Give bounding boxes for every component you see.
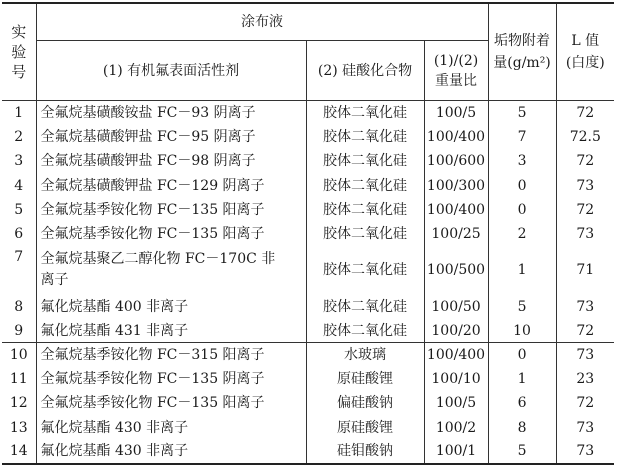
cell-silicate: 胶体二氧化硅 [306, 319, 424, 343]
cell-l-value: 73 [556, 343, 614, 367]
cell-ratio: 100/5 [424, 391, 488, 415]
cell-dirt: 6 [488, 391, 556, 415]
table-row [2, 367, 614, 391]
table-row [2, 101, 614, 125]
cell-dirt: 10 [488, 319, 556, 343]
cell-l-value: 72 [556, 391, 614, 415]
cell-surfactant: 氟化烷基酯 430 非离子 [36, 440, 306, 464]
cell-ratio: 100/400 [424, 125, 488, 149]
cell-l-value: 72 [556, 198, 614, 222]
cell-number: 10 [9, 347, 28, 364]
cell-number: 5 [14, 201, 24, 218]
cell-surfactant: 全氟烷基磺酸钾盐 FC－129 阴离子 [36, 174, 306, 198]
header-weight-ratio: (1)/(2) 重量比 [424, 40, 488, 101]
cell-silicate: 硅钼酸钠 [306, 440, 424, 464]
cell-number: 1 [14, 105, 24, 122]
cell-number: 7 [14, 249, 24, 266]
cell-dirt: 1 [488, 246, 556, 294]
cell-surfactant: 全氟烷基磺酸铵盐 FC－93 阴离子 [36, 101, 306, 125]
cell-ratio: 100/10 [424, 367, 488, 391]
cell-ratio: 100/1 [424, 440, 488, 464]
cell-l-value: 73 [556, 440, 614, 464]
experiment-table [2, 2, 614, 465]
header-l-value: L 值 (白度) [556, 3, 614, 101]
cell-l-value: 72 [556, 319, 614, 343]
table-row [2, 440, 614, 464]
cell-number: 8 [14, 298, 24, 315]
table-row [2, 125, 614, 149]
cell-number: 3 [14, 153, 24, 170]
cell-surfactant: 全氟烷基磺酸钾盐 FC－95 阴离子 [36, 125, 306, 149]
cell-dirt: 5 [488, 440, 556, 464]
cell-dirt: 2 [488, 222, 556, 246]
header-silicate: (2) 硅酸化合物 [306, 40, 424, 101]
cell-surfactant: 氟化烷基酯 430 非离子 [36, 416, 306, 440]
cell-number: 6 [14, 226, 24, 243]
table-row [2, 198, 614, 222]
cell-l-value: 71 [556, 246, 614, 294]
header-surfactant: (1) 有机氟表面活性剂 [36, 40, 306, 101]
cell-dirt: 0 [488, 174, 556, 198]
header-dirt-amount: 垢物附着 量(g/m²) [488, 3, 556, 101]
cell-l-value: 72 [556, 149, 614, 173]
cell-surfactant: 全氟烷基季铵化物 FC－135 阳离子 [36, 198, 306, 222]
cell-number: 13 [9, 419, 28, 436]
cell-silicate: 胶体二氧化硅 [306, 246, 424, 294]
cell-ratio: 100/400 [424, 198, 488, 222]
cell-surfactant: 全氟烷基季铵化物 FC－135 阳离子 [36, 391, 306, 415]
cell-silicate: 偏硅酸钠 [306, 391, 424, 415]
cell-dirt: 5 [488, 295, 556, 319]
cell-surfactant: 全氟烷基磺酸钾盐 FC－98 阴离子 [36, 149, 306, 173]
cell-silicate: 胶体二氧化硅 [306, 222, 424, 246]
cell-ratio: 100/2 [424, 416, 488, 440]
cell-dirt: 0 [488, 198, 556, 222]
table-row [2, 319, 614, 343]
cell-ratio: 100/20 [424, 319, 488, 343]
table-row [2, 246, 614, 294]
table-row [2, 174, 614, 198]
cell-ratio: 100/400 [424, 343, 488, 367]
cell-ratio: 100/5 [424, 101, 488, 125]
cell-ratio: 100/300 [424, 174, 488, 198]
header-experiment-number: 实验号 [11, 23, 27, 82]
header-coating-liquid: 涂布液 [36, 3, 488, 40]
cell-l-value: 72.5 [556, 125, 614, 149]
cell-dirt: 5 [488, 101, 556, 125]
cell-silicate: 胶体二氧化硅 [306, 149, 424, 173]
cell-silicate: 胶体二氧化硅 [306, 101, 424, 125]
cell-silicate: 胶体二氧化硅 [306, 125, 424, 149]
cell-silicate: 胶体二氧化硅 [306, 198, 424, 222]
cell-silicate: 原硅酸锂 [306, 367, 424, 391]
cell-dirt: 0 [488, 343, 556, 367]
table-row [2, 295, 614, 319]
cell-l-value: 23 [556, 367, 614, 391]
cell-silicate: 水玻璃 [306, 343, 424, 367]
table-row [2, 343, 614, 367]
cell-l-value: 73 [556, 174, 614, 198]
cell-number: 9 [14, 322, 24, 339]
cell-surfactant: 全氟烷基聚乙二醇化物 FC－170C 非 离子 [36, 246, 306, 294]
cell-silicate: 胶体二氧化硅 [306, 174, 424, 198]
table-row [2, 391, 614, 415]
cell-surfactant: 氟化烷基酯 400 非离子 [36, 295, 306, 319]
cell-dirt: 7 [488, 125, 556, 149]
cell-number: 2 [14, 129, 24, 146]
cell-number: 14 [9, 443, 28, 460]
cell-number: 4 [14, 177, 24, 194]
cell-ratio: 100/25 [424, 222, 488, 246]
cell-surfactant: 全氟烷基季铵化物 FC－315 阳离子 [36, 343, 306, 367]
cell-ratio: 100/50 [424, 295, 488, 319]
cell-number: 11 [9, 371, 28, 388]
cell-silicate: 原硅酸锂 [306, 416, 424, 440]
cell-ratio: 100/600 [424, 149, 488, 173]
cell-silicate: 胶体二氧化硅 [306, 295, 424, 319]
cell-l-value: 73 [556, 295, 614, 319]
cell-dirt: 8 [488, 416, 556, 440]
cell-dirt: 3 [488, 149, 556, 173]
cell-l-value: 72 [556, 101, 614, 125]
cell-surfactant: 全氟烷基季铵化物 FC－135 阳离子 [36, 222, 306, 246]
table-row [2, 222, 614, 246]
cell-dirt: 1 [488, 367, 556, 391]
cell-number: 12 [9, 395, 28, 412]
cell-surfactant: 全氟烷基季铵化物 FC－135 阴离子 [36, 367, 306, 391]
table-row [2, 416, 614, 440]
cell-l-value: 73 [556, 222, 614, 246]
header-row-top [2, 3, 614, 40]
cell-surfactant: 氟化烷基酯 431 非离子 [36, 319, 306, 343]
table-row [2, 149, 614, 173]
cell-l-value: 73 [556, 416, 614, 440]
cell-ratio: 100/500 [424, 246, 488, 294]
